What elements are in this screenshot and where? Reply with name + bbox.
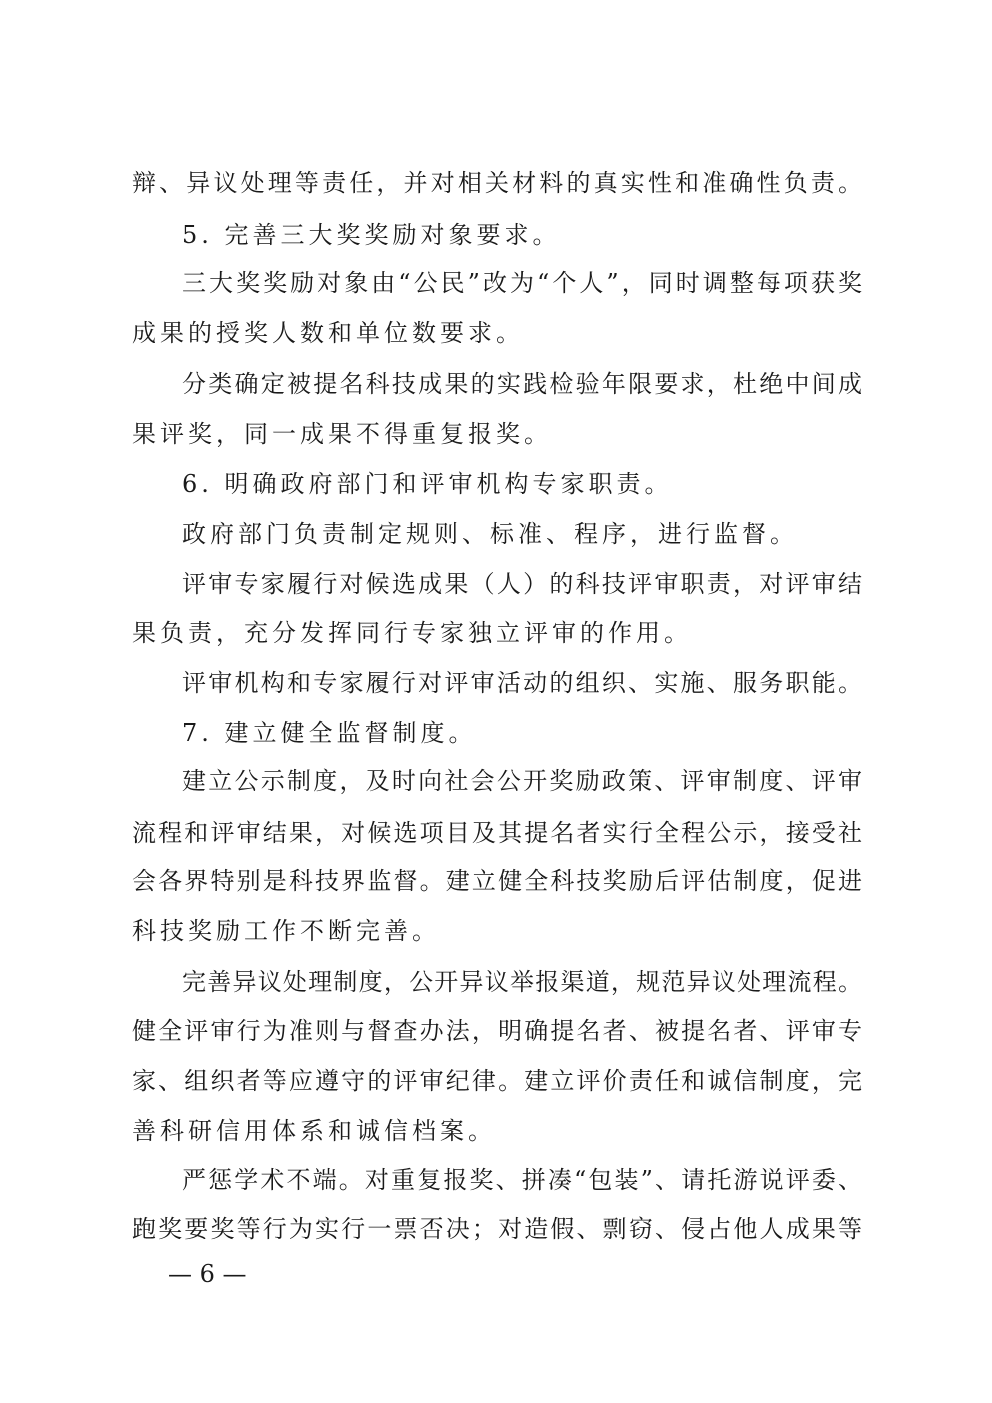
text-line-14: 流程和评审结果，对候选项目及其提名者实行全程公示，接受社 xyxy=(132,819,862,847)
text-line-11: 评审机构和专家履行对评审活动的组织、实施、服务职能。 xyxy=(182,669,862,697)
text-line-18: 健全评审行为准则与督查办法，明确提名者、被提名者、评审专 xyxy=(132,1017,862,1045)
heading-6: 6. 明确政府部门和评审机构专家职责。 xyxy=(182,470,673,498)
text-line-17: 完善异议处理制度，公开异议举报渠道，规范异议处理流程。 xyxy=(182,968,862,996)
text-line-5: 分类确定被提名科技成果的实践检验年限要求，杜绝中间成 xyxy=(182,370,862,398)
text-line-6: 果评奖，同一成果不得重复报奖。 xyxy=(132,420,552,448)
heading-7: 7. 建立健全监督制度。 xyxy=(182,719,477,747)
text-line-4: 成果的授奖人数和单位数要求。 xyxy=(132,319,524,347)
text-line-13: 建立公示制度，及时向社会公开奖励政策、评审制度、评审 xyxy=(182,767,862,795)
heading-5: 5. 完善三大奖奖励对象要求。 xyxy=(182,221,561,249)
text-line-9: 评审专家履行对候选成果（人）的科技评审职责，对评审结 xyxy=(182,570,862,598)
text-line-10: 果负责，充分发挥同行专家独立评审的作用。 xyxy=(132,619,692,647)
text-line-8: 政府部门负责制定规则、标准、程序，进行监督。 xyxy=(182,520,798,548)
text-line-3: 三大奖奖励对象由“公民”改为“个人”，同时调整每项获奖 xyxy=(182,269,862,297)
page-number: — 6 — xyxy=(168,1260,247,1288)
text-line-22: 跑奖要奖等行为实行一票否决；对造假、剽窃、侵占他人成果等 xyxy=(132,1215,862,1243)
text-line-16: 科技奖励工作不断完善。 xyxy=(132,917,440,945)
text-line-19: 家、组织者等应遵守的评审纪律。建立评价责任和诚信制度，完 xyxy=(132,1067,862,1095)
text-line-1: 辩、异议处理等责任，并对相关材料的真实性和准确性负责。 xyxy=(132,169,862,197)
text-line-21: 严惩学术不端。对重复报奖、拼凑“包装”、请托游说评委、 xyxy=(182,1166,862,1194)
text-line-20: 善科研信用体系和诚信档案。 xyxy=(132,1117,496,1145)
text-line-15: 会各界特别是科技界监督。建立健全科技奖励后评估制度，促进 xyxy=(132,867,862,895)
